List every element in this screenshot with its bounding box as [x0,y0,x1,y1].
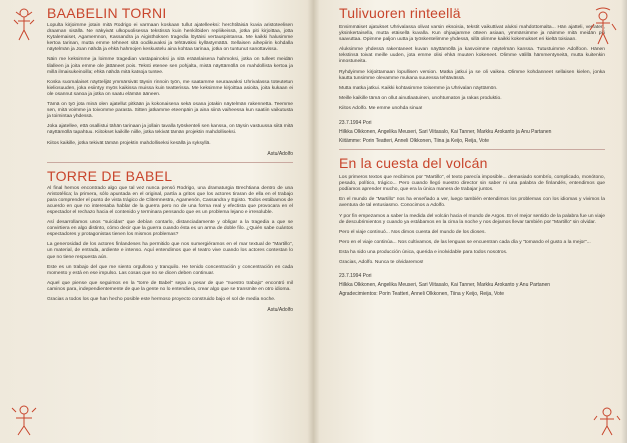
baabelin-paragraph: Joka ajatellee, että osallistui tähän tarinaan ja jollain tavalla työskenteli sen kanssa, on täysin vastuussa siitä mitä näyttämöllä tapahtuu. Kiitokset kaikille niille, jotka tekivät tämän projektin mahdolliseksi. [47,124,293,136]
figure-doodle-bottom-left-icon [8,402,42,438]
tulivuoren-title: Tulivuoren rinteellä [339,5,461,21]
cuesta-paragraph: Y por fin empezamos a saber la medida del volcán hacia el mundo de Argos. En el mejor sentido de la palabra fue un viaje de descubrimientos y cuando ya estábamos en la cima la noche y nos dejamos llevar también por “Martillo” sin olvidar. [339,213,605,225]
tulivuoren-paragraph: Aluksimme yhdessä rakentaneet kuvan näyttämöllä ja kasvoimme näytelmän kanssa. Tutustuimme Adolfoon. Hänen tekstinsä toivat meille uuden, jota emme olisi ehkä muuten kokeneet. Olimme välillä hämmentyneitä, mutta kuitenkin innostuneita. [339,47,605,65]
cuesta-volcan-title: En la cuesta del volcán [339,155,488,172]
cuesta-paragraph: En el mundo de “Martillo” nos ha enseñado a ver, luego también entendimos los problemas con los idiomas y vivimos la aventura de tal entusiasmo. Conocimos a Adolfo. [339,197,605,209]
tulivuoren-paragraph: Kiitos Adolfo. Me emme unohda sinua! [339,105,423,111]
tulivuoren-paragraph: Ryhdyimme kirjoittamaan lopullisen version. Matka jatkui ja se oli vaikea. Olimme kohdanneet sellaisen kielen, jonka kautta tunsimme olevamme mukana suuressa tehtävässä. [339,69,605,81]
baabelin-paragraph: Tämä on työ jota minä olen ajatellut pitkään ja kokonaisena sekä osana jotakin näytelmän rakennetta. Teemme sen, mitä voimme ja toivomme parasta. Sitten jatkamme eteenpäin ja aina siinä vaiheessa kun saatiin vaikutusta ja toimintaa yhdessä. [47,102,293,120]
torre-paragraph: Gracias a todos los que han hecho posible este hermoso proyecto construido bajo el sol de media noche. [47,297,276,302]
torre-signature: Astu/Adolfo [267,307,293,314]
cuesta-paragraph: Gracias, Adolfo. Nunca te olvidaremos! [339,259,424,265]
tulivuoren-paragraph: Ensimmäiset ajatukset Uhrivalassa olivat varsin eksoisia, tekstit vaikuttivat aluksi mahdottomalta... Hän ajatteli, verraten, yksinkertaisella, mutta etäisellä kuvalla. Kun ohjaajamme otteen asiaan, ymmärsimme ja näimme mitä meidän piti saavuttaa. Opimme paljon uutta ja työskentelimme yhdessä, sillä olimme kaikki kokemukset eri kieltä toisiaan. [339,25,605,43]
baabelin-paragraph: Lopulta kirjoimme jotain mitä Rodrigo ei varmaan koskaan tullut ajatelleeksi: herchtiläisiä kuvia aristoteelisen draaman sisällä. Ne näkyivät ulkopuolisessa tekstissä kuin henkilöiden repliikeissä, jotka piti kirjoittaa, jotta Kytalemaiset, Agamemnon, Kassandra ja Aigisthoksen tragedia löytäisi vertauspintansa. Me kaikki halusimme kertoa tarinan, mutta emme tehneet sitä oodikuvaksi ja tehtäväksi kyllästymättä. Sellaisen aihepiirin kohdalla näytelmän ja Joan nähdä ja ehkä hahmojen keskustelu aina kohtaa tarinaa, jotka on tuntunut sanottavissa. [47,23,293,53]
torre-paragraph: Al final hemos encontrado algo que tal vez nunca pensó Rodrigo, una dramaturgia Brechtiana dentro de una Aristotélica; la primera, sólo apuntada en el original, partía a gritos que los actores tiraran de ella en el trabajo para comprender el punto de vista trágico de Clitemnestra, Agamenón, Cassandra y Egisto. Todos estábamos de acuerdo en que no interesaba hablar de la guerra pero no de una forma real y efectista que provocara en el espectador el rechazo hacia el contenido y terminara pensando que es un problema lejano e irresoluble. [47,185,293,215]
tulivuoren-place-date: 23.7.1994 Pori [339,120,372,127]
cuesta-paragraph: Los primeros textos que recibimos por “Martillo”, el texto parecía imposible... demasiado sombrío, complicado, monótono, pesado, político, trágico... Pero cuando llegó nuestro director sin saber ni una palabra de finlandés, entendimos que podíamos aprender mucho, que era la única manera de trabajar juntos. [339,175,605,193]
figure-doodle-top-right-icon [586,6,620,48]
figure-doodle-top-left-icon [8,6,40,46]
section-divider [339,149,605,150]
tulivuoren-credits: Hilkka Olkkonen, Angelika Meuseri, Sari Viitasalo, Kai Tanner, Markku Arokanto ja Anu Partanen [339,129,552,136]
torre-paragraph: Aquel que piense que seguimos en la “torre de Babel” sepa a pesar de que “nuestro trabajo” encontró mil caminos para, independientemente de que la gente no lo entendiera, crear algo que se transmite en otro idioma. [47,280,293,292]
baabelin-paragraph: Koska suomalaiset näyttelijät ymmärsivät täysin rinnoin työn, me saatamme seuraavaksi Uhrivalassa toteutetun kieliosuuden, joka esiintyy myös kaikissa muissa kuin teatterissa. Me keksimme kirjoittaa asioita, joita kukaan ei ole osannut sanoa ja jotka on saatu elämän ääneen. [47,79,293,97]
right-page [314,0,627,443]
page-shadow [621,0,627,443]
torre-paragraph: Así desarrollamos unos “suicidas” que debían contarlo, distanciadamente y obligar a la tragedia a que se convirtiera en algo distinto, cómo decir que la guerra cuando ésta es un arma de doble filo. ¿Quién sabe cuántos espectadores y protagonistas tienen los mismos problemas? [47,220,293,238]
torre-paragraph: La generosidad de los actores finlandeses ha permitido que nos sumergiéramos en el mar textual de “Martillo”, un material, de entrada, ardiente e intenso. Aquí entendimos que el teatro vive cuando los actores contestan lo que no tiene respuesta aún. [47,242,293,260]
left-page [0,0,313,443]
tulivuoren-thanks: Kiitämme: Porin Teatteri, Anneli Olkkonen, Tiina ja Keijo, Reija, Vote [339,138,489,145]
baabelin-paragraph: Näin me keksimme ja loimme tragedian vastapainoksi ja sitä eräänlaisena hahmoksi, jotka on tulleet meidän tilalleen ja joita emme ole jättäneet pois. Teksti etenee sen pohjalta, mistä näyttämöllä on mahdollista kertoa ja millä ilmaisukeinoilla; ehkä nähdä mitä katsoja tuntee. [47,57,293,75]
cuesta-paragraph: Esta ha sido una producción única, querida e inolvidable para todos nosotros. [339,249,508,255]
torre-paragraph: Este es un trabajo del que me siento orgulloso y tranquilo. He tenido concentración y concentración en cada momento y está en ese impulso. Las cosas que no se dicen deben continuar. [47,264,293,276]
baabelin-signature: Astu/Adolfo [267,150,293,157]
tulivuoren-paragraph: Meille kaikille tämä on ollut ainutlaatuinen, unohtumaton ja rakas produktio. [339,95,502,101]
cuesta-place-date: 23.7.1994 Pori [339,273,372,280]
cuesta-credits: Hilkka Olkkonen, Angelika Meuseri, Sari Viitasalo, Kai Tanner, Markku Arokanto y Anu Partanen [339,282,551,289]
baabelin-torni-title: BAABELIN TORNI [47,5,167,21]
baabelin-paragraph: Kiitos kaikille, jotka tekivät tämän projektin mahdolliseksi kesällä ja syksyllä. [47,140,211,146]
cuesta-thanks: Agradecimientos: Porin Teatteri, Anneli Olkkonen, Tiina y Keijo, Reija, Vote [339,291,504,298]
section-divider [47,162,293,163]
cuesta-paragraph: Pero en el viaje continúa... Nos cultivamos, de las lenguas se encuentran cada día y “tomando el gusto a la mejor”... [339,239,591,245]
figure-doodle-bottom-right-icon [592,404,622,438]
torre-de-babel-title: TORRE DE BABEL [47,167,173,184]
cuesta-paragraph: Pero el viaje continuó... Nos dimos cuenta del mundo de los dioses. [339,229,486,235]
tulivuoren-paragraph: Mutta matka jatkui. Kaikki kohtasimme toisemme ja Uhrivalan näyttämön. [339,85,498,91]
